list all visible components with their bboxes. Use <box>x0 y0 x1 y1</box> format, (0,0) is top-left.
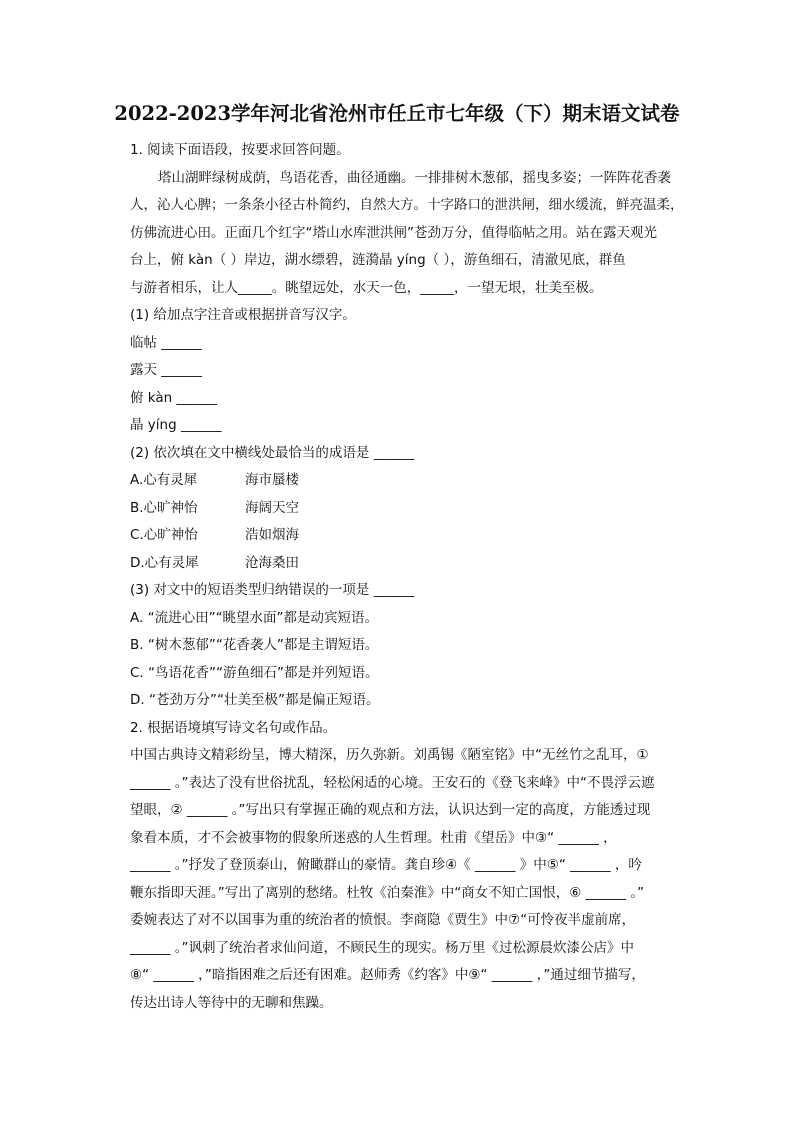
option-a-q3: A. “流进心田”“眺望水面”都是动宾短语。 <box>130 609 379 626</box>
sub-question-3: (3) 对文中的短语类型归纳错误的一项是 ______ <box>130 582 415 598</box>
option-a-idiom2: 海市蜃楼 <box>245 472 299 488</box>
option-c-idiom1: C.心旷神怡 <box>130 527 198 543</box>
passage-line: 人，沁人心脾；一条条小径古朴简约，自然大方。十字路口的泄洪闸，细水缓流，鲜亮温柔， <box>130 197 684 213</box>
question-2-heading: 2. 根据语境填写诗文名句或作品。 <box>130 719 337 736</box>
poetry-line: 传达出诗人等待中的无聊和焦躁。 <box>130 994 333 1011</box>
passage-line: 与游者相乐，让人_____。眺望远处，水天一色，_____，一望无垠，壮美至极。 <box>130 279 603 296</box>
poetry-line: ⑧“ ______ ，”暗指困难之后还有困难。赵师秀《约客》中⑨“ ______ ，”通过细节描写， <box>130 967 645 983</box>
passage-line: 台上，俯 kàn（ ）岸边，湖水缥碧，涟漪晶 yíng（ ），游鱼细石，清澈见底，群鱼 <box>130 252 626 268</box>
option-d-q3: D. “苍劲万分”“壮美至极”都是偏正短语。 <box>130 692 380 708</box>
poetry-line: ______ 。”表达了没有世俗扰乱，轻松闲适的心境。王安石的《登飞来峰》中“不畏浮云遮 <box>130 774 655 791</box>
option-c <box>130 522 690 550</box>
option-d <box>130 550 690 578</box>
exam-content <box>130 137 690 1017</box>
sub-question-1: (1) 给加点字注音或根据拼音写汉字。 <box>130 307 356 323</box>
poetry-line: 象看本质，才不会被事物的假象所迷惑的人生哲理。杜甫《望岳》中③“ ______ ， <box>130 829 617 846</box>
answer-item: 露天 ______ <box>130 362 202 378</box>
option-a <box>130 467 690 495</box>
answer-item: 俯 kàn ______ <box>130 389 217 406</box>
poetry-line: 中国古典诗文精彩纷呈，博大精深，历久弥新。刘禹锡《陋室铭》中“无丝竹之乱耳，① <box>130 747 649 763</box>
option-c-q3: C. “鸟语花香”“游鱼细石”都是并列短语。 <box>130 664 379 681</box>
option-d-idiom1: D.心有灵犀 <box>130 554 199 571</box>
poetry-line: ______ 。”抒发了登顶泰山，俯瞰群山的豪情。龚自珍④《 ______ 》中⑤“ ______ ，吟 <box>130 857 642 873</box>
passage-line: 塔山湖畔绿树成荫，鸟语花香，曲径通幽。一排排树木葱郁，摇曳多姿；一阵阵花香袭 <box>158 169 671 186</box>
option-a-idiom1: A.心有灵犀 <box>130 472 198 488</box>
option-b-idiom1: B.心旷神怡 <box>130 499 198 516</box>
option-b-idiom2: 海阔天空 <box>245 499 299 516</box>
option-b <box>130 495 690 523</box>
poetry-line: ______ 。”讽刺了统治者求仙问道，不顾民生的现实。杨万里《过松源晨炊漆公店》中 <box>130 939 635 956</box>
option-c-idiom2: 浩如烟海 <box>245 527 299 543</box>
poetry-line: 委婉表达了对不以国事为重的统治者的愤恨。李商隐《贾生》中⑦“可怜夜半虚前席， <box>130 912 636 928</box>
poetry-line: 望眼，② ______ 。”写出只有掌握正确的观点和方法，认识达到一定的高度，方能透过现 <box>130 802 651 818</box>
answer-item: 临帖 ______ <box>130 334 202 351</box>
answer-item: 晶 yíng ______ <box>130 417 222 433</box>
poetry-line: 鞭东指即天涯。”写出了离别的愁绪。杜牧《泊秦淮》中“商女不知亡国恨，⑥ ______ 。” <box>130 884 645 901</box>
option-d-idiom2: 沧海桑田 <box>245 554 299 571</box>
exam-title: 2022-2023学年河北省沧州市任丘市七年级（下）期末语文试卷 <box>114 102 680 125</box>
passage-line: 仿佛流进心田。正面几个红字“塔山水库泄洪闸”苍劲万分，值得临帖之用。站在露天观光 <box>130 224 657 241</box>
option-b-q3: B. “树木葱郁”“花香袭人”都是主谓短语。 <box>130 637 379 653</box>
sub-question-2: (2) 依次填在文中横线处最恰当的成语是 ______ <box>130 444 415 461</box>
question-1-heading: 1. 阅读下面语段，按要求回答问题。 <box>130 142 350 158</box>
